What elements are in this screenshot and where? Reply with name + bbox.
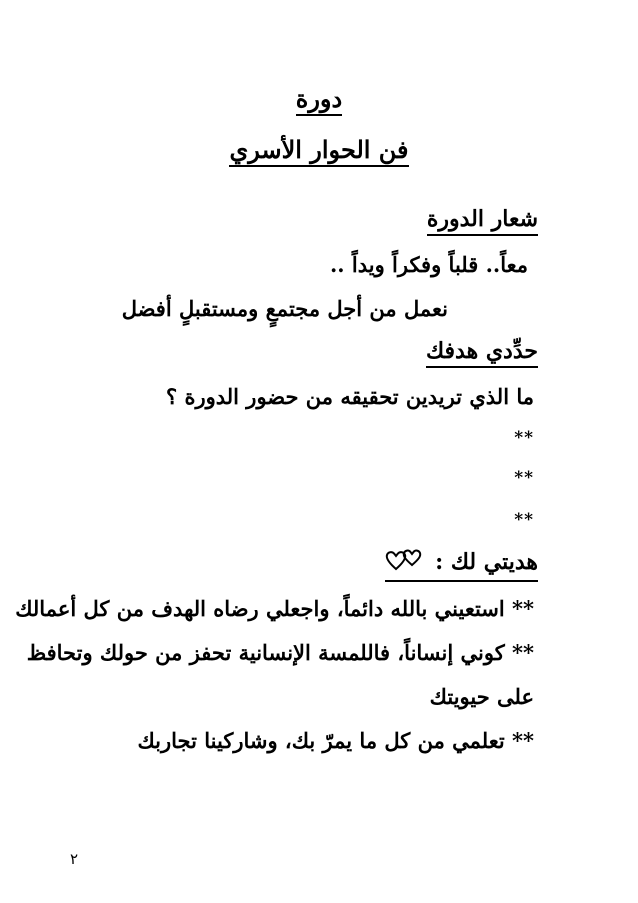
goal-blank-1: ** — [514, 428, 534, 448]
goal-heading: حدِّدي هدفك — [426, 338, 538, 368]
course-label-text: دورة — [296, 84, 342, 116]
course-label — [0, 84, 638, 113]
two-hearts-icon — [385, 548, 423, 578]
slogan-heading: شعار الدورة — [427, 206, 538, 236]
gift-heading — [385, 548, 538, 582]
slogan-line-2: نعمل من أجل مجتمعٍ ومستقبلٍ أفضل — [121, 296, 448, 321]
gift-heading-text: هديتي لك : — [435, 549, 538, 575]
gift-item-2-continued: على حيويتك — [429, 684, 534, 709]
page-number: ٢ — [70, 850, 79, 868]
slogan-line-1: معاً.. قلباً وفكراً ويداً .. — [329, 252, 528, 277]
course-title — [0, 135, 638, 164]
goal-blank-2: ** — [514, 468, 534, 488]
gift-item-2: ** كوني إنساناً، فاللمسة الإنسانية تحفز من حولك وتحافظ — [26, 640, 534, 665]
gift-item-1: ** استعيني بالله دائماً، واجعلي رضاه الهدف من كل أعمالك — [15, 596, 534, 621]
gift-item-3: ** تعلمي من كل ما يمرّ بك، وشاركينا تجاربك — [137, 728, 534, 753]
course-title-text: فن الحوار الأسري — [229, 135, 408, 167]
goal-blank-3: ** — [514, 510, 534, 530]
goal-question: ما الذي تريدين تحقيقه من حضور الدورة ؟ — [166, 384, 534, 409]
